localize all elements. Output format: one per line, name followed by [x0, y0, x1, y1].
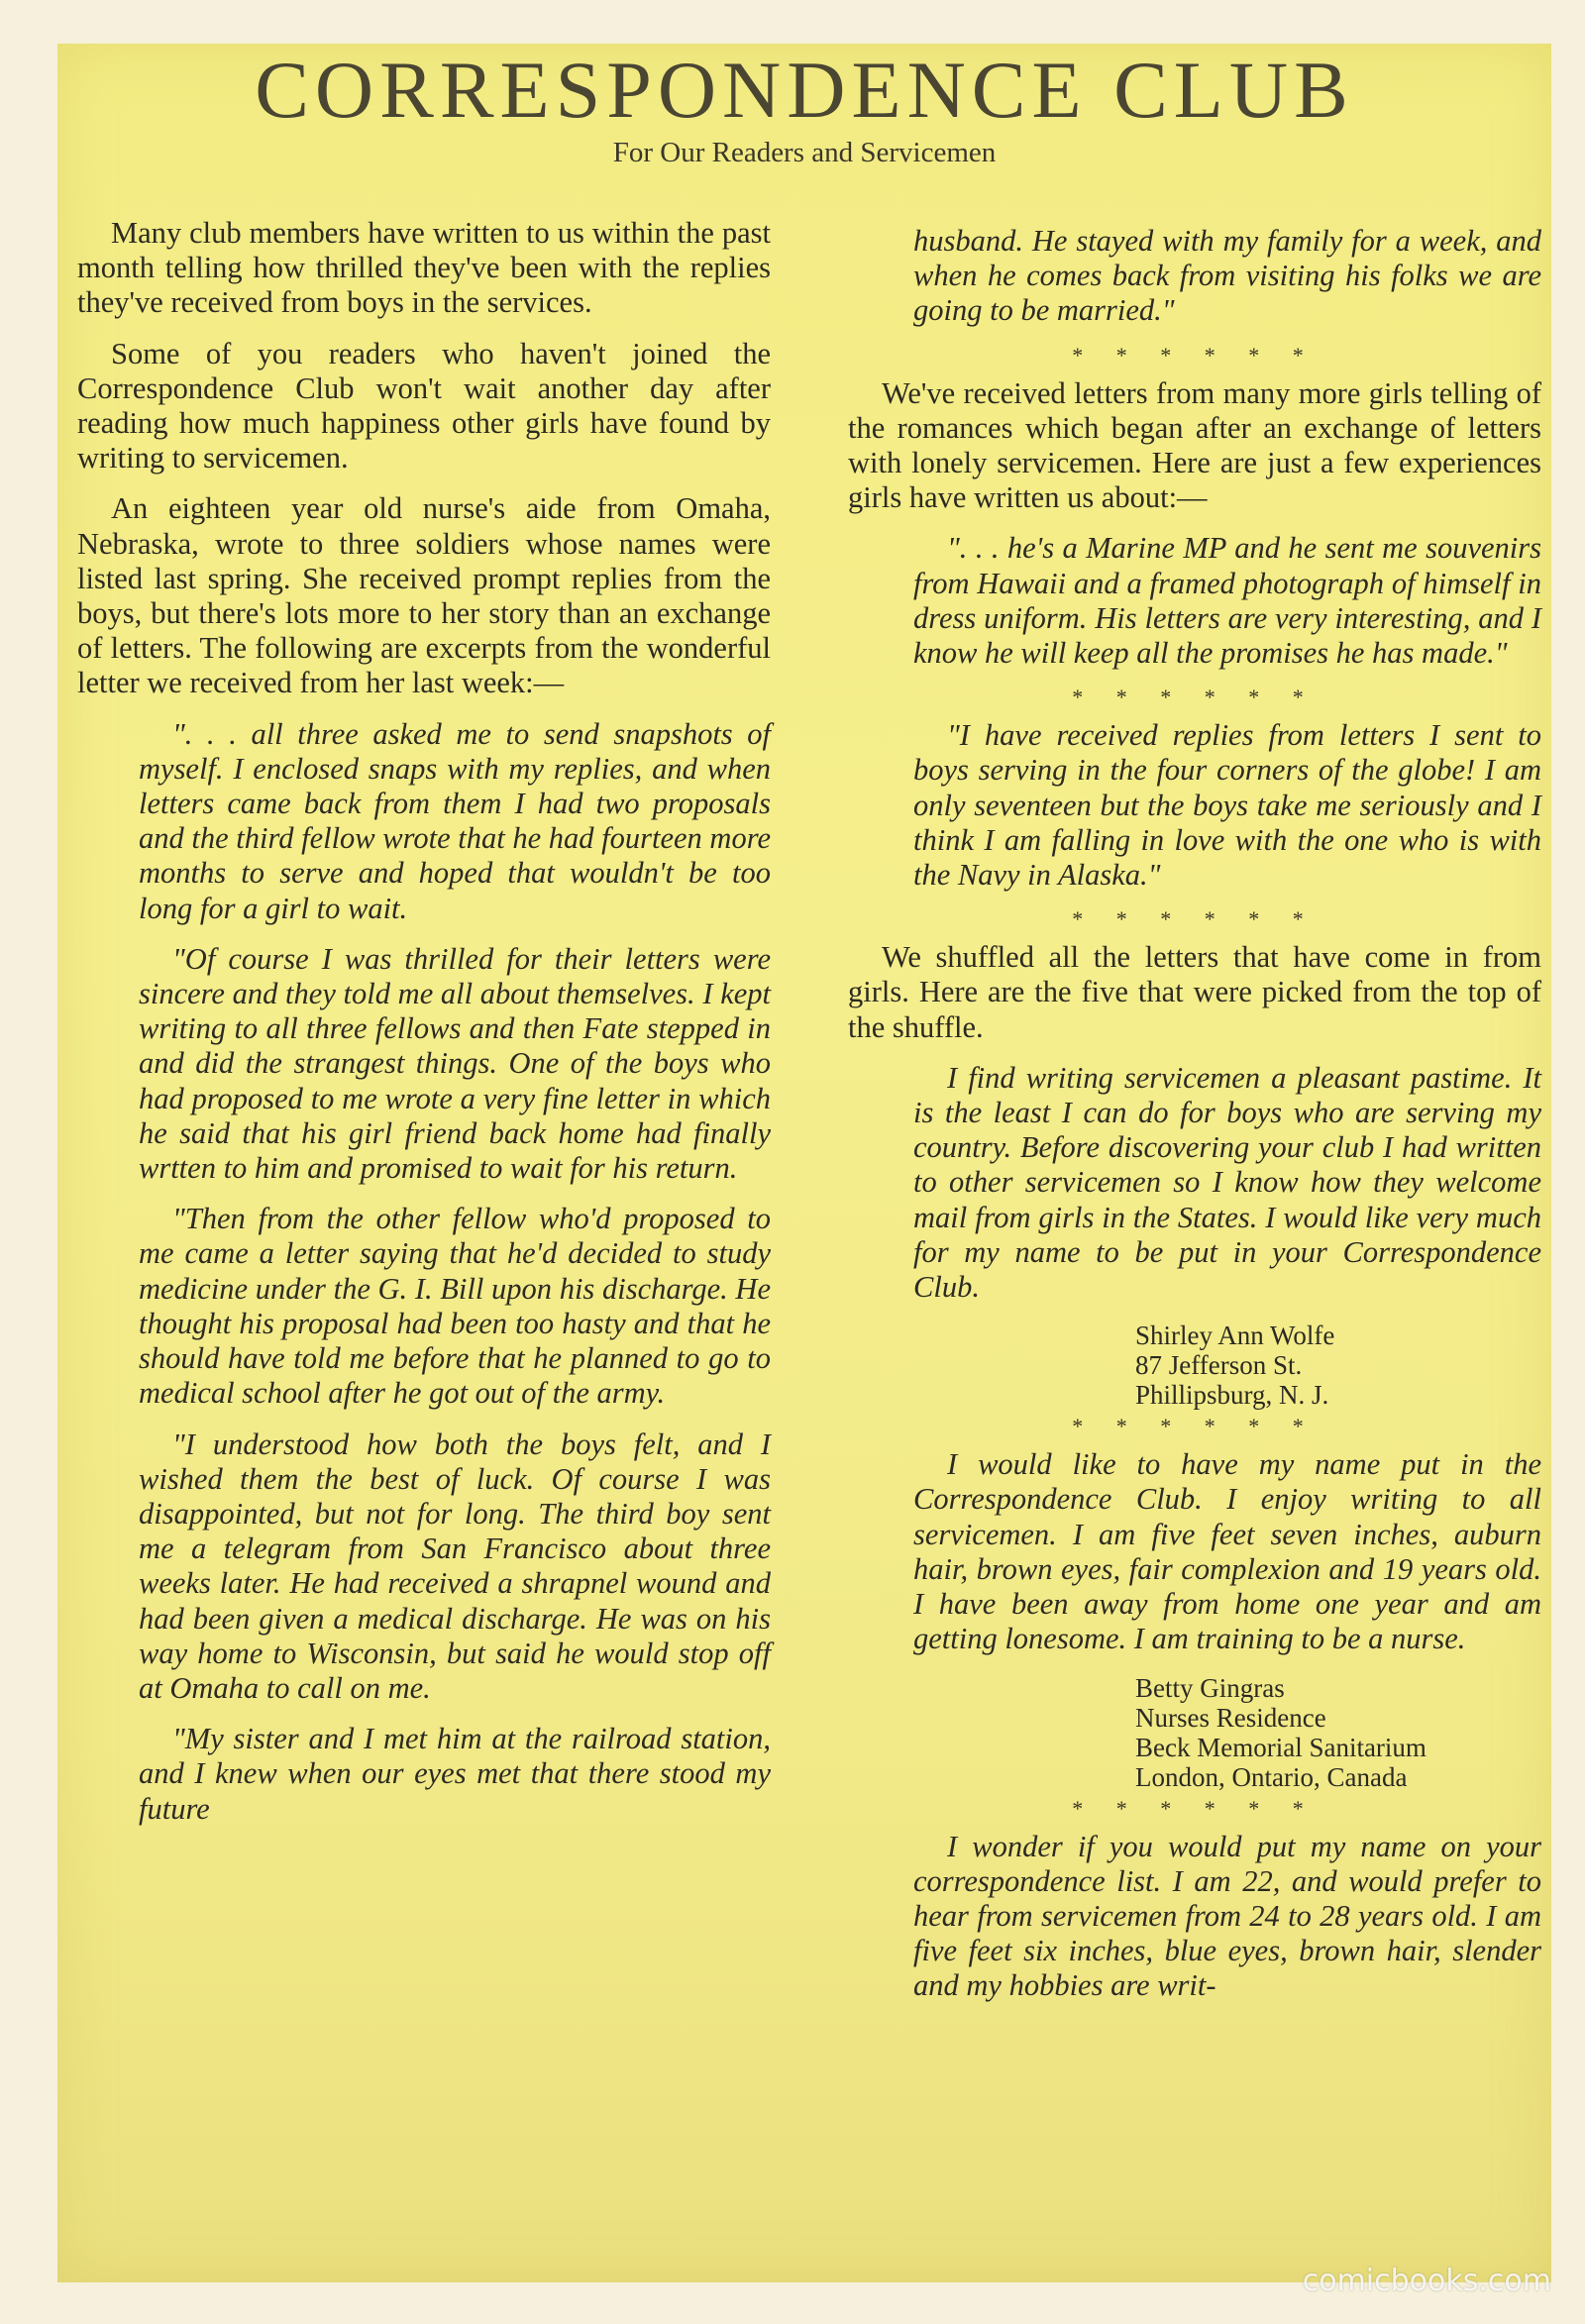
reader-letter-1: I find writing servicemen a pleasant pastime. It is the least I can do for boys who are serving my country. Before discovering your club I had written to other servicemen so I know how they welcome mail from girls in the States. I would like very much for my name to be put in your Correspondence Club.	[913, 1060, 1541, 1305]
reader-address-line: Beck Memorial Sanitarium	[1135, 1732, 1426, 1762]
four-corners-quote: "I have received replies from letters I sent to boys serving in the four corners of the globe! I am only seventeen but the boys take me seriously and I think I am falling in love with the one who is with the Navy in Alaska."	[913, 718, 1541, 893]
reader-address-2	[848, 1673, 1541, 1792]
reader-address-line: Nurses Residence	[1135, 1702, 1326, 1733]
letter-excerpt-1: ". . . all three asked me to send snapshots of myself. I enclosed snaps with my replies, and when letters came back from them I had two proposals and the third fellow wrote that he had fourteen more months to serve and hoped that wouldn't be too long for a girl to wait.	[139, 716, 771, 925]
reader-name: Betty Gingras	[1135, 1672, 1285, 1703]
romances-paragraph: We've received letters from many more girls telling of the romances which began after an exchange of letters with lonely servicemen. Here are just a few experiences girls have written us about:—	[848, 375, 1541, 515]
section-divider-stars: * * * * * *	[1072, 906, 1318, 932]
section-divider-stars: * * * * * *	[1072, 342, 1318, 368]
left-column	[77, 216, 771, 1843]
letter-excerpt-2: "Of course I was thrilled for their letters were sincere and they told me all about themselves. I kept writing to all three fellows and then Fate stepped in and did the strangest things. One of the boys who had proposed to me wrote a very fine letter in which he said that his girl friend back home had finally wrtten to him and promised to wait for his return.	[139, 941, 771, 1186]
shuffle-paragraph: We shuffled all the letters that have come in from girls. Here are the five that were picked from the top of the shuffle.	[848, 940, 1541, 1044]
marine-mp-quote: ". . . he's a Marine MP and he sent me souvenirs from Hawaii and a framed photograph of himself in dress uniform. His letters are very interesting, and I know he will keep all the promises he has made."	[913, 531, 1541, 671]
section-divider-stars: * * * * * *	[1072, 685, 1318, 710]
section-divider-stars: * * * * * *	[1072, 1414, 1318, 1439]
intro-paragraph-1: Many club members have written to us within the past month telling how thrilled they've been with the replies they've received from boys in the services.	[77, 216, 771, 320]
reader-city: Phillipsburg, N. J.	[1135, 1380, 1329, 1411]
reader-letter-3: I wonder if you would put my name on your correspondence list. I am 22, and would prefer to hear from servicemen from 24 to 28 years old. I am five feet six inches, blue eyes, brown hair, slender and my hobbies are writ-	[913, 1829, 1541, 2003]
letter-excerpt-4: "I understood how both the boys felt, and I wished them the best of luck. Of course I was disappointed, but not for long. The third boy sent me a telegram from San Francisco about three weeks later. He had received a shrapnel wound and had been given a medical discharge. He was on his way home to Wisconsin, but said he would stop off at Omaha to call on me.	[139, 1426, 771, 1705]
letter-excerpt-5: "My sister and I met him at the railroad station, and I knew when our eyes met that there stood my future	[139, 1722, 771, 1826]
right-column	[848, 224, 1541, 2020]
section-divider-stars: * * * * * *	[1072, 1795, 1318, 1821]
site-watermark: comicbooks.com	[1302, 2264, 1551, 2298]
reader-name: Shirley Ann Wolfe	[1135, 1320, 1335, 1351]
page-title: CORRESPONDENCE CLUB	[255, 45, 1354, 135]
reader-city: London, Ontario, Canada	[1135, 1761, 1408, 1792]
page-subtitle: For Our Readers and Servicemen	[612, 137, 997, 168]
reader-letter-2: I would like to have my name put in the Correspondence Club. I enjoy writing to all servicemen. I am five feet seven inches, auburn hair, brown eyes, fair complexion and 19 years old. I have been away from home one year and am getting lonesome. I am training to be a nurse.	[913, 1447, 1541, 1656]
reader-street: 87 Jefferson St.	[1135, 1350, 1303, 1381]
intro-paragraph-2: Some of you readers who haven't joined the Correspondence Club won't wait another day after reading how much happiness other girls have found by writing to servicemen.	[77, 336, 771, 475]
reader-address-1	[848, 1320, 1541, 1410]
intro-paragraph-3: An eighteen year old nurse's aide from Omaha, Nebraska, wrote to three soldiers whose names were listed last spring. She received prompt replies from the boys, but there's lots more to her story than an exchange of letters. The following are excerpts from the wonderful letter we received from her last week:—	[77, 491, 771, 700]
letter-excerpt-5-continued: husband. He stayed with my family for a week, and when he comes back from visiting his folks we are going to be married."	[913, 224, 1541, 328]
letter-excerpt-3: "Then from the other fellow who'd proposed to me came a letter saying that he'd decided to study medicine under the G. I. Bill upon his discharge. He thought his proposal had been too hasty and that he should have told me before that he planned to go to medical school after he got out of the army.	[139, 1202, 771, 1411]
